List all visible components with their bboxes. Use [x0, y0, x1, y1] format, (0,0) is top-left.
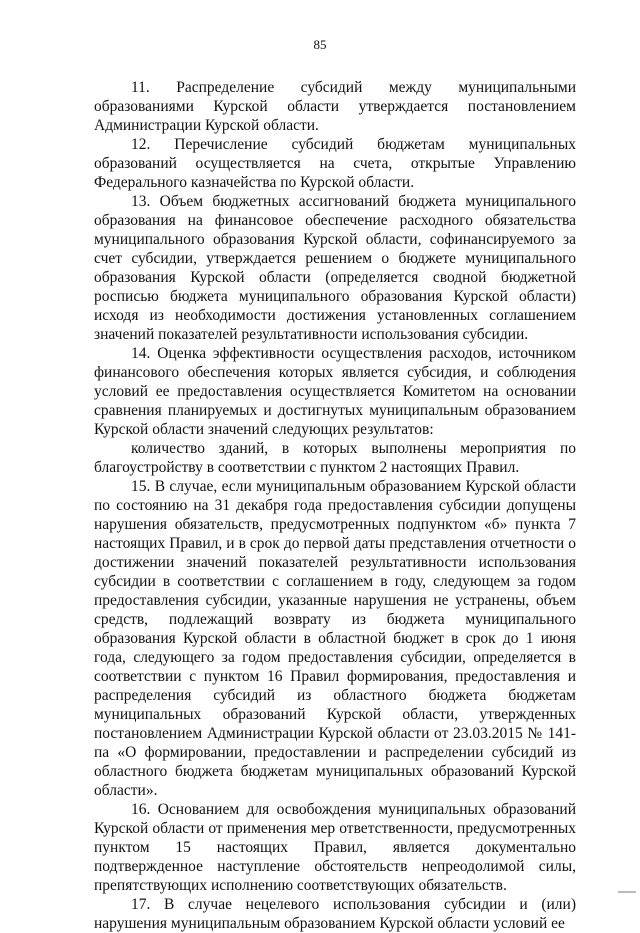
scan-mark: [618, 891, 636, 893]
paragraph-14: 14. Оценка эффективности осуществления расходов, источником финансового обеспечения которых является субсидия, и соблюдения условий ее предоставления осуществляется Комитетом на основании сравнения планируемых и достигнутых муниципальным образованием Курской области значений следующих результатов:: [94, 345, 576, 438]
paragraph-16: 16. Основанием для освобождения муниципальных образований Курской области от применения мер ответственности, предусмотренных пунктом 15 настоящих Правил, является документально подтвержденное наступление обстоятельств непреодолимой силы, препятствующих исполнению соответствующих обязательств.: [94, 801, 576, 894]
paragraph-14-result: количество зданий, в которых выполнены мероприятия по благоустройству в соответствии с пунктом 2 настоящих Правил.: [94, 440, 576, 476]
paragraph-15: 15. В случае, если муниципальным образованием Курской области по состоянию на 31 декабря года предоставления субсидии допущены нарушения обязательств, предусмотренных подпунктом «б» пункта 7 настоящих Правил, и в срок до первой даты представления отчетности о достижении значений показателей результативности использования субсидии в соответствии с соглашением в году, следующем за годом предоставления субсидии, указанные нарушения не устранены, объем средств, подлежащий возврату из бюджета муниципального образования Курской области в областной бюджет в срок до 1 июня года, следующего за годом предоставления субсидии, определяется в соответствии с пунктом 16 Правил формирования, предоставления и распределения субсидий из областного бюджета бюджетам муниципальных образований Курской области, утвержденных постановлением Администрации Курской области от 23.03.2015 № 141-па «О формировании, предоставлении и распределении субсидий из областного бюджета бюджетам муниципальных образований Курской области».: [94, 478, 576, 799]
paragraph-13: 13. Объем бюджетных ассигнований бюджета муниципального образования на финансовое обеспечение расходного обязательства муниципального образования Курской области, софинансируемого за счет субсидии, утверждается решением о бюджете муниципального образования Курской области (определяется сводной бюджетной росписью бюджета муниципального образования Курской области) исходя из необходимости достижения установленных соглашением значений показателей результативности использования субсидии.: [94, 193, 576, 343]
document-body: [94, 78, 576, 933]
page-number: 85: [313, 37, 327, 52]
paragraph-12: 12. Перечисление субсидий бюджетам муниципальных образований осуществляется на счета, открытые Управлению Федерального казначейства по Курской области.: [94, 136, 576, 191]
paragraph-11: 11. Распределение субсидий между муниципальными образованиями Курской области утверждается постановлением Администрации Курской области.: [94, 79, 576, 134]
paragraph-17: 17. В случае нецелевого использования субсидии и (или) нарушения муниципальным образованием Курской области условий ее: [94, 896, 576, 932]
